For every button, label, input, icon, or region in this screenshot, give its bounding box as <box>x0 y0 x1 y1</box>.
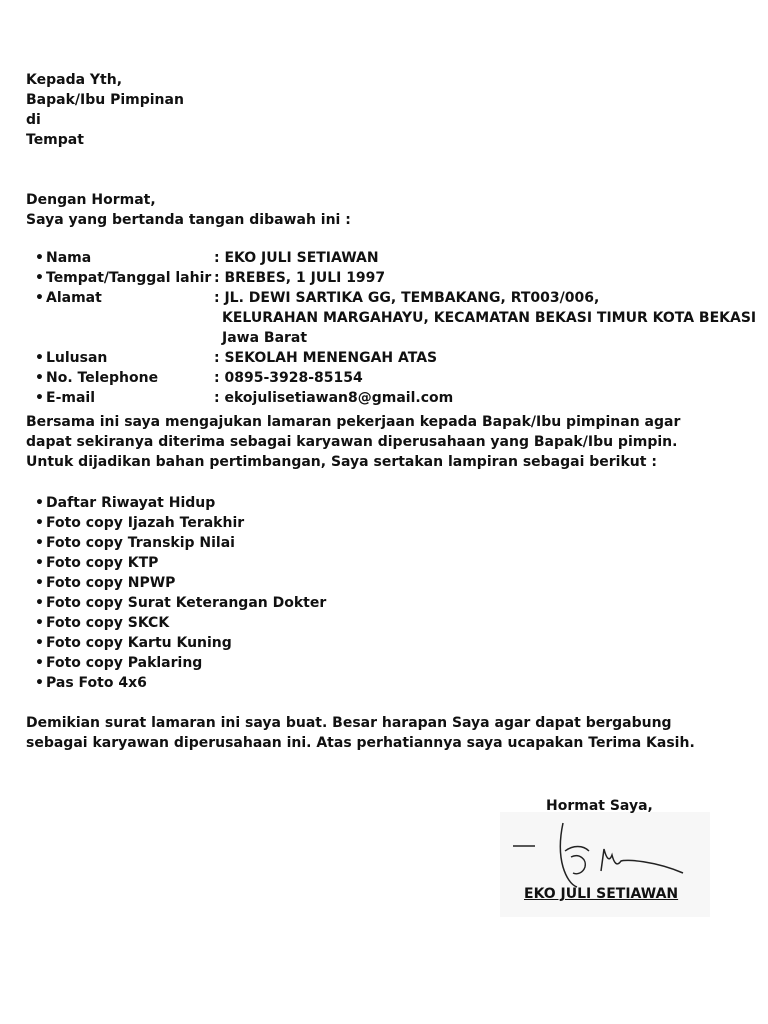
attachment-label: Foto copy Ijazah Terakhir <box>46 515 245 531</box>
bullet-icon: • <box>35 250 44 266</box>
identity-value: : JL. DEWI SARTIKA GG, TEMBAKANG, RT003/006, <box>214 290 600 306</box>
list-item <box>35 653 202 673</box>
identity-row-phone <box>35 368 363 388</box>
attachment-label: Foto copy Paklaring <box>46 655 203 671</box>
attachment-label: Foto copy Surat Keterangan Dokter <box>46 595 327 611</box>
attachment-label: Foto copy NPWP <box>46 575 176 591</box>
bullet-icon: • <box>35 350 44 366</box>
identity-row-name <box>35 248 379 268</box>
bullet-icon: • <box>35 655 44 671</box>
bullet-icon: • <box>35 495 44 511</box>
attachment-label: Foto copy SKCK <box>46 615 170 631</box>
identity-value: : BREBES, 1 JULI 1997 <box>214 270 386 286</box>
identity-row-email <box>35 388 454 408</box>
identity-value: : 0895-3928-85154 <box>214 370 363 386</box>
identity-row-birth <box>35 268 386 288</box>
bullet-icon: • <box>35 290 44 306</box>
attachment-label: Foto copy Kartu Kuning <box>46 635 232 651</box>
identity-label: Lulusan <box>46 350 108 366</box>
identity-row-address <box>35 288 600 308</box>
bullet-icon: • <box>35 635 44 651</box>
attachment-label: Pas Foto 4x6 <box>46 675 147 691</box>
identity-label: Nama <box>46 250 92 266</box>
body-line-2: dapat sekiranya diterima sebagai karyawan diperusahaan yang Bapak/Ibu pimpin. <box>26 434 678 450</box>
list-item <box>35 513 244 533</box>
body-line-1: Bersama ini saya mengajukan lamaran pekerjaan kepada Bapak/Ibu pimpinan agar <box>26 414 681 430</box>
signer-name: EKO JULI SETIAWAN <box>524 886 679 902</box>
bullet-icon: • <box>35 515 44 531</box>
bullet-icon: • <box>35 270 44 286</box>
list-item <box>35 553 158 573</box>
identity-label: Tempat/Tanggal lahir <box>46 270 212 286</box>
bullet-icon: • <box>35 535 44 551</box>
recipient-line-4: Tempat <box>26 132 84 148</box>
list-item <box>35 593 326 613</box>
identity-value: : ekojulisetiawan8@gmail.com <box>214 390 454 406</box>
body-line-3: Untuk dijadikan bahan pertimbangan, Saya sertakan lampiran sebagai berikut : <box>26 454 657 470</box>
bullet-icon: • <box>35 390 44 406</box>
list-item <box>35 493 215 513</box>
identity-value: : SEKOLAH MENENGAH ATAS <box>214 350 438 366</box>
bullet-icon: • <box>35 370 44 386</box>
list-item <box>35 573 175 593</box>
bullet-icon: • <box>35 675 44 691</box>
address-continuation-1: KELURAHAN MARGAHAYU, KECAMATAN BEKASI TIMUR KOTA BEKASI <box>222 310 757 326</box>
bullet-icon: • <box>35 575 44 591</box>
list-item <box>35 533 235 553</box>
list-item <box>35 673 147 693</box>
bullet-icon: • <box>35 595 44 611</box>
closing-line-2: sebagai karyawan diperusahaan ini. Atas perhatiannya saya ucapakan Terima Kasih. <box>26 735 695 751</box>
identity-row-education <box>35 348 438 368</box>
attachment-label: Foto copy Transkip Nilai <box>46 535 235 551</box>
identity-label: No. Telephone <box>46 370 159 386</box>
recipient-line-2: Bapak/Ibu Pimpinan <box>26 92 184 108</box>
closing-line-1: Demikian surat lamaran ini saya buat. Besar harapan Saya agar dapat bergabung <box>26 715 672 731</box>
identity-label: Alamat <box>46 290 102 306</box>
identity-value: : EKO JULI SETIAWAN <box>214 250 379 266</box>
attachment-label: Foto copy KTP <box>46 555 159 571</box>
list-item <box>35 633 232 653</box>
list-item <box>35 613 169 633</box>
signoff-text: Hormat Saya, <box>546 798 653 814</box>
greeting: Dengan Hormat, <box>26 192 156 208</box>
recipient-line-3: di <box>26 112 41 128</box>
handwritten-signature <box>505 815 705 895</box>
identity-label: E-mail <box>46 390 96 406</box>
recipient-line-1: Kepada Yth, <box>26 72 123 88</box>
attachment-label: Daftar Riwayat Hidup <box>46 495 216 511</box>
bullet-icon: • <box>35 555 44 571</box>
bullet-icon: • <box>35 615 44 631</box>
address-continuation-2: Jawa Barat <box>222 330 308 346</box>
intro-text: Saya yang bertanda tangan dibawah ini : <box>26 212 351 228</box>
